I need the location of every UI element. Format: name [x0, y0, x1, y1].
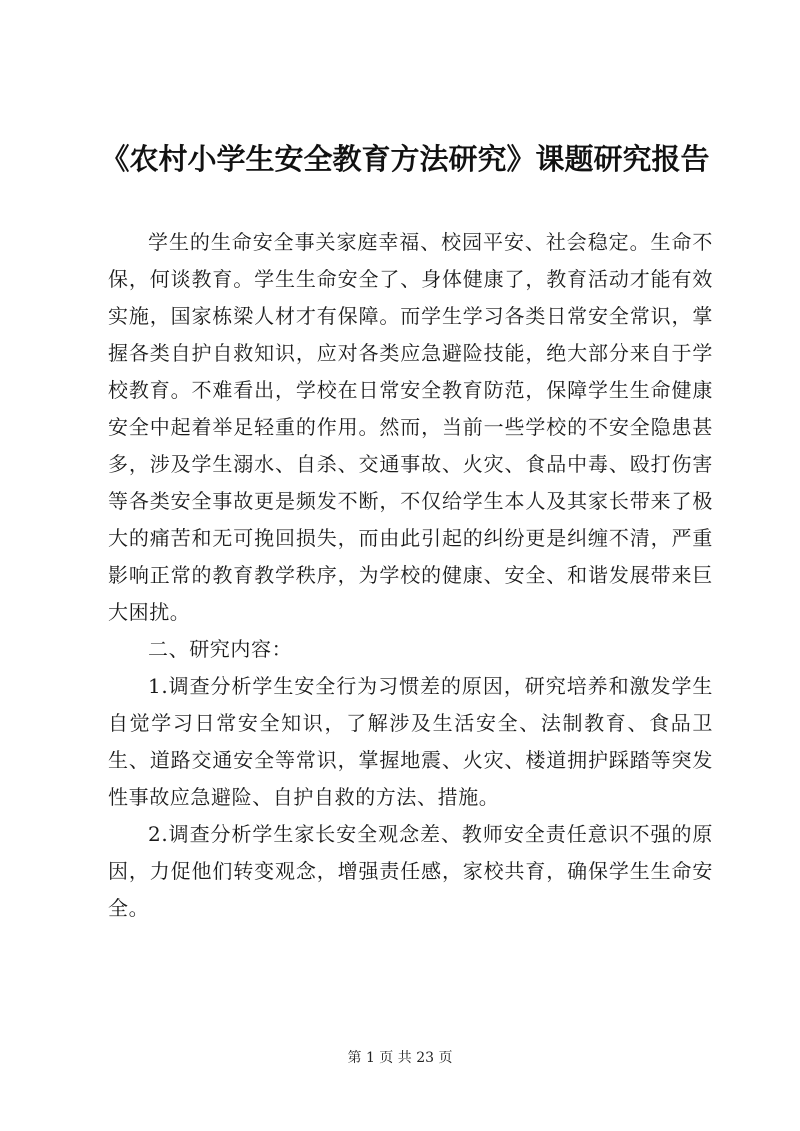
paragraph-intro: 学生的生命安全事关家庭幸福、校园平安、社会稳定。生命不保，何谈教育。学生生命安全了、身体健康了，教育活动才能有效实施，国家栋梁人材才有保障。而学生学习各类日常安全常识，掌握各类自护自救知识，应对各类应急避险技能，绝大部分来自于学校教育。不难看出，学校在日常安全教育防范，保障学生生命健康安全中起着举足轻重的作用。然而，当前一些学校的不安全隐患甚多，涉及学生溺水、自杀、交通事故、火灾、食品中毒、殴打伤害等各类安全事故更是频发不断，不仅给学生本人及其家长带来了极大的痛苦和无可挽回损失，而由此引起的纠纷更是纠缠不清，严重影响正常的教育教学秩序，为学校的健康、安全、和谐发展带来巨大困扰。: [108, 230, 713, 624]
page-number-footer: 第 1 页 共 23 页: [347, 1050, 453, 1066]
section-heading-research-content: 二、研究内容：: [148, 637, 293, 661]
document-body: [108, 224, 713, 927]
paragraph-item-2: 2.调查分析学生家长安全观念差、教师安全责任意识不强的原因，力促他们转变观念，增强责任感，家校共育，确保学生生命安全。: [108, 822, 713, 920]
paragraph-item-1: 1.调查分析学生安全行为习惯差的原因，研究培养和激发学生自觉学习日常安全知识，了解涉及生活安全、法制教育、食品卫生、道路交通安全等常识，掌握地震、火灾、楼道拥护踩踏等突发性事故应急避险、自护自救的方法、措施。: [108, 674, 713, 809]
document-title: 《农村小学生安全教育方法研究》课题研究报告: [100, 142, 710, 176]
